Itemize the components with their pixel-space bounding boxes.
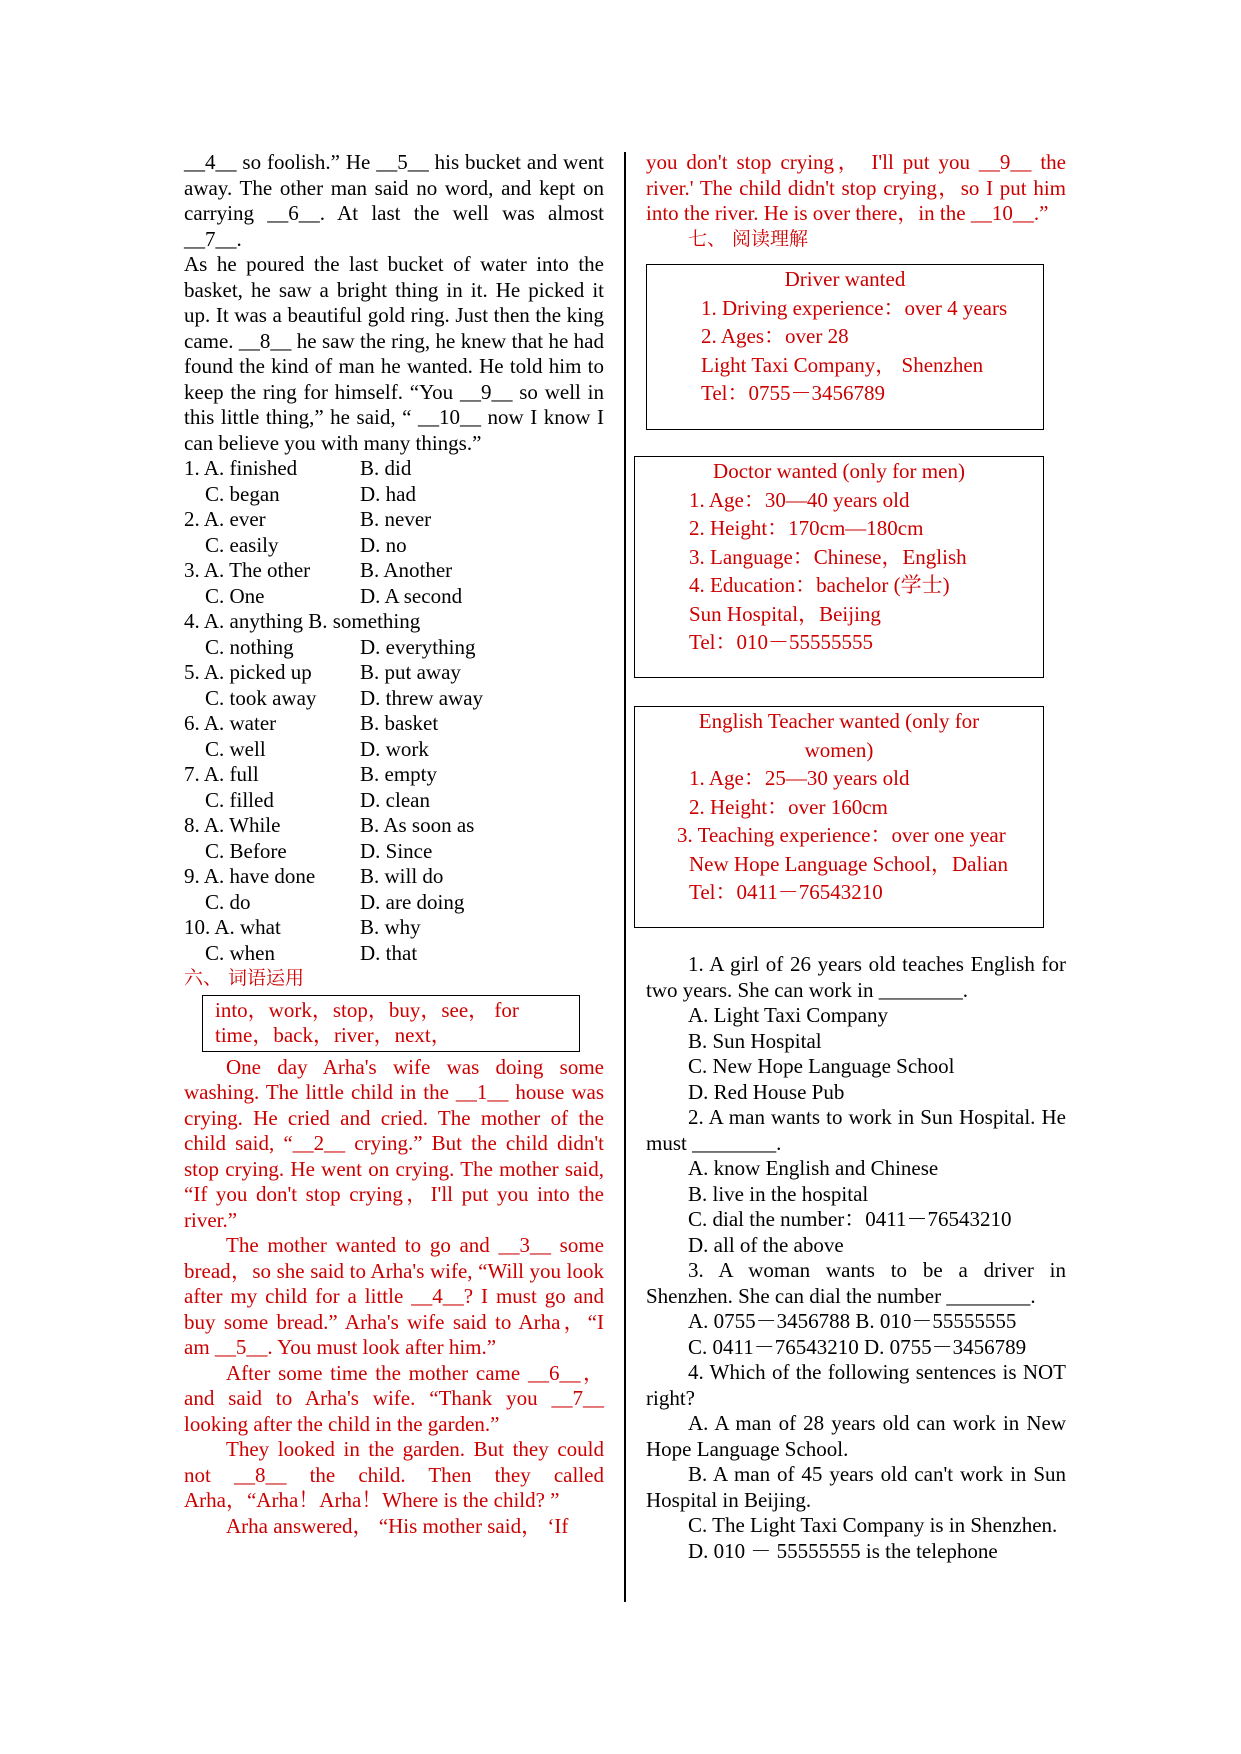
option-row: C. filled D. clean (205, 787, 430, 812)
ad-line: 1. Driving experience：over 4 years (701, 295, 1008, 320)
ad-line: Tel：010－55555555 (689, 630, 874, 654)
option-row: 6. A. water B. basket (184, 711, 439, 735)
answer-option: C. 0411－76543210 D. 0755－3456789 (688, 1334, 1027, 1359)
ad-line: 2. Ages：over 28 (701, 324, 849, 348)
question: 3. A woman wants to be a driver in Shenzhen. She can dial the number ________. (646, 1258, 1066, 1308)
option-row: 4. A. anything B. something (184, 609, 421, 633)
option-row: 5. A. picked up B. put away (184, 660, 461, 684)
story-paragraph: One day Arha's wife was doing some washing. The little child in the __1__ house was crying. He cried and cried. The mother of the child said, “__2__ crying.” But the child didn't stop crying. He went on crying. The mother said, “If you don't stop crying，I'll put you into the river.” (184, 1054, 604, 1232)
ad-line: 3. Teaching experience：over one year (677, 823, 1006, 847)
ad-title: Driver wanted (784, 267, 906, 291)
ad-doctor-wanted (634, 456, 1044, 678)
answer-option: B. A man of 45 years old can't work in Sun Hospital in Beijing. (646, 1462, 1066, 1512)
option-row: 1. A. finished B. did (184, 456, 412, 480)
section-7-title: 七、 阅读理解 (688, 227, 809, 250)
ad-line: Tel：0755－3456789 (701, 381, 886, 405)
option-row: C. Before D. Since (205, 838, 433, 863)
ad-title: women) (804, 737, 874, 762)
ad-line: 1. Age：30—40 years old (689, 487, 910, 512)
story-paragraph: After some time the mother came __6__，and said to Arha's wife. “Thank you __7__ looking after the child in the garden.” (184, 1360, 604, 1436)
right-column (646, 150, 1066, 252)
question: 2. A man wants to work in Sun Hospital. He must ________. (646, 1105, 1066, 1155)
answer-option: D. Red House Pub (688, 1079, 845, 1104)
answer-option: B. live in the hospital (688, 1181, 869, 1206)
ad-line: 4. Education：bachelor (学士) (689, 573, 950, 597)
option-row: C. took away D. threw away (205, 685, 484, 710)
ad-line: 2. Height：over 160cm (689, 794, 888, 819)
word-bank-line: time，back，river，next， (215, 1023, 452, 1047)
answer-option: C. New Hope Language School (688, 1054, 955, 1078)
answer-option: A. A man of 28 years old can work in New Hope Language School. (646, 1411, 1066, 1461)
question: 1. A girl of 26 years old teaches English for two years. She can work in ________. (646, 952, 1066, 1002)
answer-option: D. 010 － 55555555 is the telephone (688, 1538, 998, 1563)
reading-questions (646, 952, 1066, 1564)
option-row: C. One D. A second (205, 583, 463, 608)
answer-option: A. 0755－3456788 B. 010－55555555 (688, 1309, 1017, 1333)
story-paragraph: Arha answered， “His mother said， ‘If (226, 1513, 569, 1538)
option-row: 7. A. full B. empty (184, 762, 437, 786)
left-column (184, 150, 604, 1539)
answer-option: C. The Light Taxi Company is in Shenzhen. (688, 1513, 1058, 1537)
column-divider (624, 152, 626, 1602)
option-row: 3. A. The other B. Another (184, 558, 453, 582)
answer-option: B. Sun Hospital (688, 1028, 822, 1053)
word-bank-line: into，work，stop，buy，see， for (215, 997, 519, 1022)
answer-option: A. Light Taxi Company (688, 1003, 888, 1027)
cloze-options (184, 456, 604, 966)
option-row: C. well D. work (205, 736, 429, 761)
option-row: 2. A. ever B. never (184, 507, 432, 531)
option-row: C. when D. that (205, 940, 418, 965)
option-row: C. easily D. no (205, 532, 407, 557)
cloze-paragraph-2: As he poured the last bucket of water into the basket, he saw a bright thing in it. He picked it up. It was a beautiful gold ring. Just then the king came. __8__ he saw the ring, he knew that he had found the kind of man he wanted. He told him to keep the ring for himself. “You __9__ so well in this little thing,” he said, “ __10__ now I know I can believe you with many things.” (184, 252, 604, 455)
ad-driver-wanted (646, 264, 1044, 430)
ad-line: 3. Language：Chinese，English (689, 544, 967, 569)
question: 4. Which of the following sentences is NOT right? (646, 1360, 1066, 1410)
ad-title: Doctor wanted (only for men) (713, 459, 965, 483)
ad-line: 2. Height：170cm—180cm (689, 516, 924, 540)
option-row: C. began D. had (205, 481, 416, 506)
ad-english-teacher-wanted (634, 706, 1044, 928)
story-paragraph: They looked in the garden. But they could not __8__ the child. Then they called Arha，“Arha！Arha！Where is the child? ” (184, 1437, 604, 1512)
ad-line: Tel：0411－76543210 (689, 880, 883, 904)
option-row: 9. A. have done B. will do (184, 864, 444, 888)
story-paragraph: The mother wanted to go and __3__ some bread，so she said to Arha's wife, “Will you look after my child for a little __4__? I must go and buy some bread.” Arha's wife said to Arha，“I am __5__. You must look after him.” (184, 1233, 604, 1359)
option-row: 8. A. While B. As soon as (184, 813, 475, 837)
option-row: C. nothing D. everything (205, 634, 476, 659)
ad-line: New Hope Language School，Dalian (689, 851, 1008, 876)
answer-option: C. dial the number：0411－76543210 (688, 1207, 1012, 1231)
answer-option: A. know English and Chinese (688, 1156, 939, 1180)
story-continuation: you don't stop crying， I'll put you __9__ the river.' The child didn't stop crying，so I put him into the river. He is over there，in the __10__.” (646, 150, 1066, 225)
cloze-paragraph-1: __4__ so foolish.” He __5__ his bucket and went away. The other man said no word, and kept on carrying __6__. At last the well was almost __7__. (184, 150, 604, 251)
option-row: 10. A. what B. why (184, 915, 421, 939)
ad-line: 1. Age：25—30 years old (689, 766, 910, 790)
word-bank-box (202, 995, 580, 1052)
section-6-title: 六、 词语运用 (184, 967, 305, 989)
answer-option: D. all of the above (688, 1232, 844, 1257)
ad-title: English Teacher wanted (only for (698, 709, 980, 733)
ad-line: Sun Hospital，Beijing (689, 601, 881, 626)
option-row: C. do D. are doing (205, 889, 465, 914)
ad-line: Light Taxi Company， Shenzhen (701, 352, 984, 377)
